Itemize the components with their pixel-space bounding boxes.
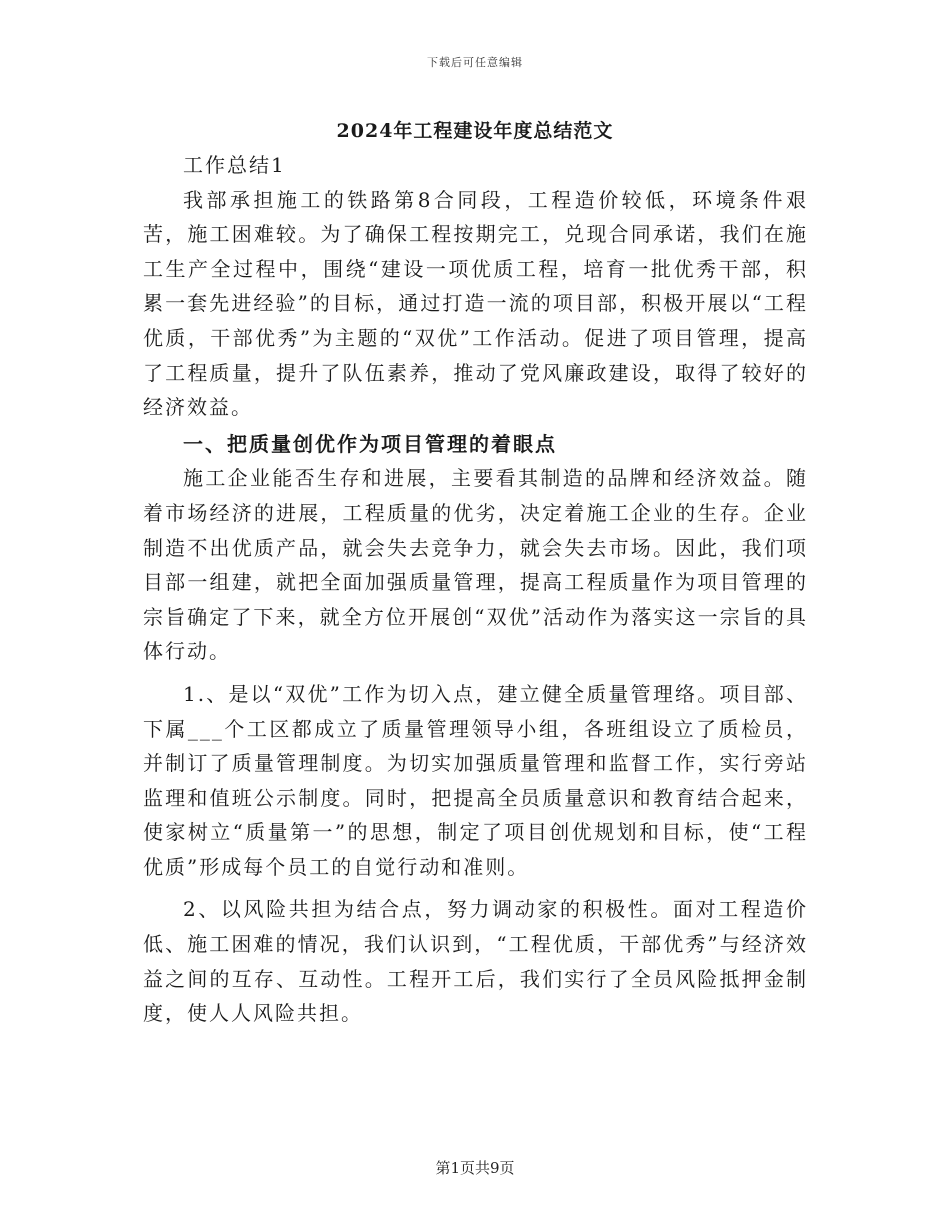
page-number: 第1页共9页 xyxy=(435,1159,515,1177)
intro-paragraph: 我部承担施工的铁路第8合同段，工程造价较低，环境条件艰苦，施工困难较。为了确保工程按期完工，兑现合同承诺，我们在施工生产全过程中，围绕“建设一项优质工程，培育一批优秀干部，积累一套先进经验”的目标，通过打造一流的项目部，积极开展以“工程优质，干部优秀”为主题的“双优”工作活动。促进了项目管理，提高了工程质量，提升了队伍素养，推动了党风廉政建设，取得了较好的经济效益。 xyxy=(143,187,808,420)
list-item-1: 1.、是以“双优”工作为切入点，建立健全质量管理络。项目部、下属___个工区都成立了质量管理领导小组，各班组设立了质检员，并制订了质量管理制度。为切实加强质量管理和监督工作，实行旁站监理和值班公示制度。同时，把提高全员质量意识和教育结合起来，使家树立“质量第一”的思想，制定了项目创优规划和目标，使“工程优质”形成每个员工的自觉行动和准则。 xyxy=(143,681,808,879)
section-heading: 一、把质量创优作为项目管理的着眼点 xyxy=(183,431,557,456)
section-label: 工作总结1 xyxy=(183,153,286,177)
list-item-2: 2、以风险共担为结合点，努力调动家的积极性。面对工程造价低、施工困难的情况，我们认识到，“工程优质，干部优秀”与经济效益之间的互存、互动性。工程开工后，我们实行了全员风险抵押金制度，使人人风险共担。 xyxy=(143,897,808,1026)
body-paragraph: 施工企业能否生存和进展，主要看其制造的品牌和经济效益。随着市场经济的进展，工程质量的优劣，决定着施工企业的生存。企业制造不出优质产品，就会失去竞争力，就会失去市场。因此，我们项目部一组建，就把全面加强质量管理，提高工程质量作为项目管理的宗旨确定了下来，就全方位开展创“双优”活动作为落实这一宗旨的具体行动。 xyxy=(143,466,808,664)
header-note: 下载后可任意编辑 xyxy=(427,56,523,69)
document-body xyxy=(143,148,808,1031)
document-title: 2024年工程建设年度总结范文 xyxy=(336,120,614,142)
